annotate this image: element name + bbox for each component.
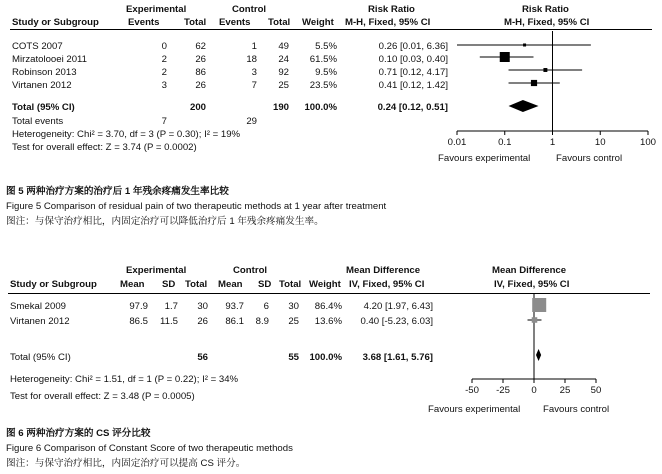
f5-header-method: M-H, Fixed, 95% CI xyxy=(345,17,431,28)
f5-heterogeneity: Heterogeneity: Chi² = 3.70, df = 3 (P = 0.30); I² = 19% xyxy=(12,129,241,140)
f5-header-exp-events: Events xyxy=(128,17,160,28)
f5-exp-events: 3 xyxy=(161,80,167,91)
f5-x-tick-label: 0.01 xyxy=(447,137,467,148)
f6-weight: 86.4% xyxy=(314,301,342,312)
f5-x-tick-label: 100 xyxy=(639,137,657,148)
f6-x-tick-label: 50 xyxy=(590,385,602,396)
f5-study-name: Robinson 2013 xyxy=(12,67,77,78)
f6-header-ctl-sd: SD xyxy=(258,279,272,290)
f5-ci-text: 0.41 [0.12, 1.42] xyxy=(378,80,448,91)
f6-exp-mean: 97.9 xyxy=(129,301,148,312)
f6-heterogeneity: Heterogeneity: Chi² = 1.51, df = 1 (P = 0.22); I² = 34% xyxy=(10,374,239,385)
f6-header-method: IV, Fixed, 95% CI xyxy=(349,279,425,290)
f6-favours-control: Favours control xyxy=(543,404,610,415)
f6-ci-text: 4.20 [1.97, 6.43] xyxy=(363,301,433,312)
f6-ctl-total: 30 xyxy=(288,301,299,312)
f5-plot-title: Risk Ratio xyxy=(522,4,569,15)
f6-header-study: Study or Subgroup xyxy=(10,279,97,290)
f5-x-tick-label: 1 xyxy=(549,137,556,148)
f5-ctl-events: 1 xyxy=(251,41,257,52)
f6-study-name: Smekal 2009 xyxy=(10,301,66,312)
f6-ctl-sd: 8.9 xyxy=(255,316,269,327)
f5-total-label: Total (95% CI) xyxy=(12,102,75,113)
f6-x-tick-label: -25 xyxy=(496,385,510,396)
f5-header-study: Study or Subgroup xyxy=(12,17,99,28)
f6-header-weight: Weight xyxy=(309,279,341,290)
f5-ci-text: 0.26 [0.01, 6.36] xyxy=(378,41,448,52)
f5-total-ctl: 190 xyxy=(272,102,289,113)
f5-ci-text: 0.71 [0.12, 4.17] xyxy=(378,67,448,78)
f6-ci-text: 0.40 [-5.23, 6.03] xyxy=(360,316,433,327)
f5-weight: 61.5% xyxy=(309,54,337,65)
f5-weight: 23.5% xyxy=(309,80,337,91)
f5-total-weight: 100.0% xyxy=(304,102,337,113)
f5-study-name: COTS 2007 xyxy=(12,41,63,52)
f5-study-name: Mirzatolooei 2011 xyxy=(12,54,88,65)
f5-ctl-events: 7 xyxy=(251,80,257,91)
f6-point-estimate xyxy=(532,298,546,312)
f5-exp-events: 2 xyxy=(161,54,167,65)
f6-total-ctl: 55 xyxy=(288,352,299,363)
f5-header-weight: Weight xyxy=(302,17,334,28)
f5-caption-cn: 图 5 两种治疗方案的治疗后 1 年残余疼痛发生率比较 xyxy=(6,186,229,197)
f5-ctl-events: 18 xyxy=(246,54,257,65)
f6-ctl-total: 25 xyxy=(288,316,299,327)
f5-exp-events: 2 xyxy=(161,67,167,78)
f6-overall-effect: Test for overall effect: Z = 3.48 (P = 0.0005) xyxy=(10,391,195,402)
f6-total-label: Total (95% CI) xyxy=(10,352,71,363)
f5-ctl-total: 25 xyxy=(278,80,289,91)
f6-total-ci: 3.68 [1.61, 5.76] xyxy=(362,352,433,363)
f5-weight: 5.5% xyxy=(315,41,337,52)
f6-header-exp-total: Total xyxy=(185,279,208,290)
f6-exp-sd: 11.5 xyxy=(160,316,178,327)
f5-total-events-label: Total events xyxy=(12,116,64,127)
f6-ctl-mean: 93.7 xyxy=(225,301,244,312)
f5-exp-events: 0 xyxy=(161,41,167,52)
f6-study-name: Virtanen 2012 xyxy=(10,316,70,327)
f6-total-weight: 100.0% xyxy=(309,352,342,363)
f6-caption-en: Figure 6 Comparison of Constant Score of two therapeutic methods xyxy=(6,443,293,454)
f6-exp-sd: 1.7 xyxy=(164,301,178,312)
f6-header-ctl-total: Total xyxy=(279,279,302,290)
f5-x-tick-label: 10 xyxy=(594,137,606,148)
f6-x-tick-label: -50 xyxy=(465,385,479,396)
f6-header-exp-sd: SD xyxy=(162,279,176,290)
f5-overall-effect: Test for overall effect: Z = 3.74 (P = 0.0002) xyxy=(12,142,197,153)
f5-header-ctl-events: Events xyxy=(219,17,251,28)
f5-weight: 9.5% xyxy=(315,67,337,78)
f5-x-tick-label: 0.1 xyxy=(498,137,512,148)
f5-ctl-total: 49 xyxy=(278,41,289,52)
f5-header-exp-total: Total xyxy=(184,17,207,28)
f5-note-cn: 图注：与保守治疗相比，内固定治疗可以降低治疗后 1 年残余疼痛发生率。 xyxy=(6,216,324,227)
f5-exp-total: 26 xyxy=(195,54,206,65)
f6-x-tick-label: 0 xyxy=(531,385,537,396)
f5-total-ci: 0.24 [0.12, 0.51] xyxy=(377,102,448,113)
f6-ctl-sd: 6 xyxy=(263,301,269,312)
f5-ci-text: 0.10 [0.03, 0.40] xyxy=(378,54,448,65)
f5-ctl-total: 24 xyxy=(278,54,289,65)
f6-weight: 13.6% xyxy=(314,316,342,327)
f6-pooled-diamond xyxy=(536,349,541,361)
f5-exp-total: 26 xyxy=(195,80,206,91)
f6-header-ctl-mean: Mean xyxy=(218,279,243,290)
f5-total-events-ctl: 29 xyxy=(246,116,257,127)
f6-total-exp: 56 xyxy=(197,352,208,363)
f6-exp-total: 26 xyxy=(197,316,208,327)
f6-caption-cn: 图 6 两种治疗方案的 CS 评分比较 xyxy=(6,428,151,439)
f6-x-tick-label: 25 xyxy=(559,385,571,396)
f5-group-control: Control xyxy=(232,4,267,15)
f6-group-mean-difference: Mean Difference xyxy=(346,265,421,276)
f5-study-name: Virtanen 2012 xyxy=(12,80,72,91)
f6-plot-title: Mean Difference xyxy=(492,265,567,276)
f6-favours-experimental: Favours experimental xyxy=(428,404,521,415)
f6-ctl-mean: 86.1 xyxy=(225,316,244,327)
f5-header-ctl-total: Total xyxy=(268,17,291,28)
f5-ctl-total: 92 xyxy=(278,67,289,78)
f5-favours-experimental: Favours experimental xyxy=(438,153,531,164)
f5-group-experimental: Experimental xyxy=(126,4,187,15)
f5-favours-control: Favours control xyxy=(556,153,623,164)
f5-group-risk-ratio: Risk Ratio xyxy=(368,4,415,15)
f5-exp-total: 86 xyxy=(195,67,206,78)
f5-exp-total: 62 xyxy=(195,41,206,52)
f6-point-estimate xyxy=(532,317,538,323)
f5-total-events-exp: 7 xyxy=(161,116,167,127)
f5-plot-method: M-H, Fixed, 95% CI xyxy=(504,17,590,28)
f6-group-experimental: Experimental xyxy=(126,265,187,276)
f6-exp-mean: 86.5 xyxy=(129,316,148,327)
f5-ctl-events: 3 xyxy=(251,67,257,78)
f5-total-exp: 200 xyxy=(189,102,206,113)
f6-plot-method: IV, Fixed, 95% CI xyxy=(494,279,570,290)
f6-group-control: Control xyxy=(233,265,268,276)
f5-caption-en: Figure 5 Comparison of residual pain of two therapeutic methods at 1 year after treatment xyxy=(6,201,387,212)
f6-header-exp-mean: Mean xyxy=(120,279,145,290)
f6-note-cn: 图注：与保守治疗相比，内固定治疗可以提高 CS 评分。 xyxy=(6,458,246,469)
f6-exp-total: 30 xyxy=(197,301,208,312)
